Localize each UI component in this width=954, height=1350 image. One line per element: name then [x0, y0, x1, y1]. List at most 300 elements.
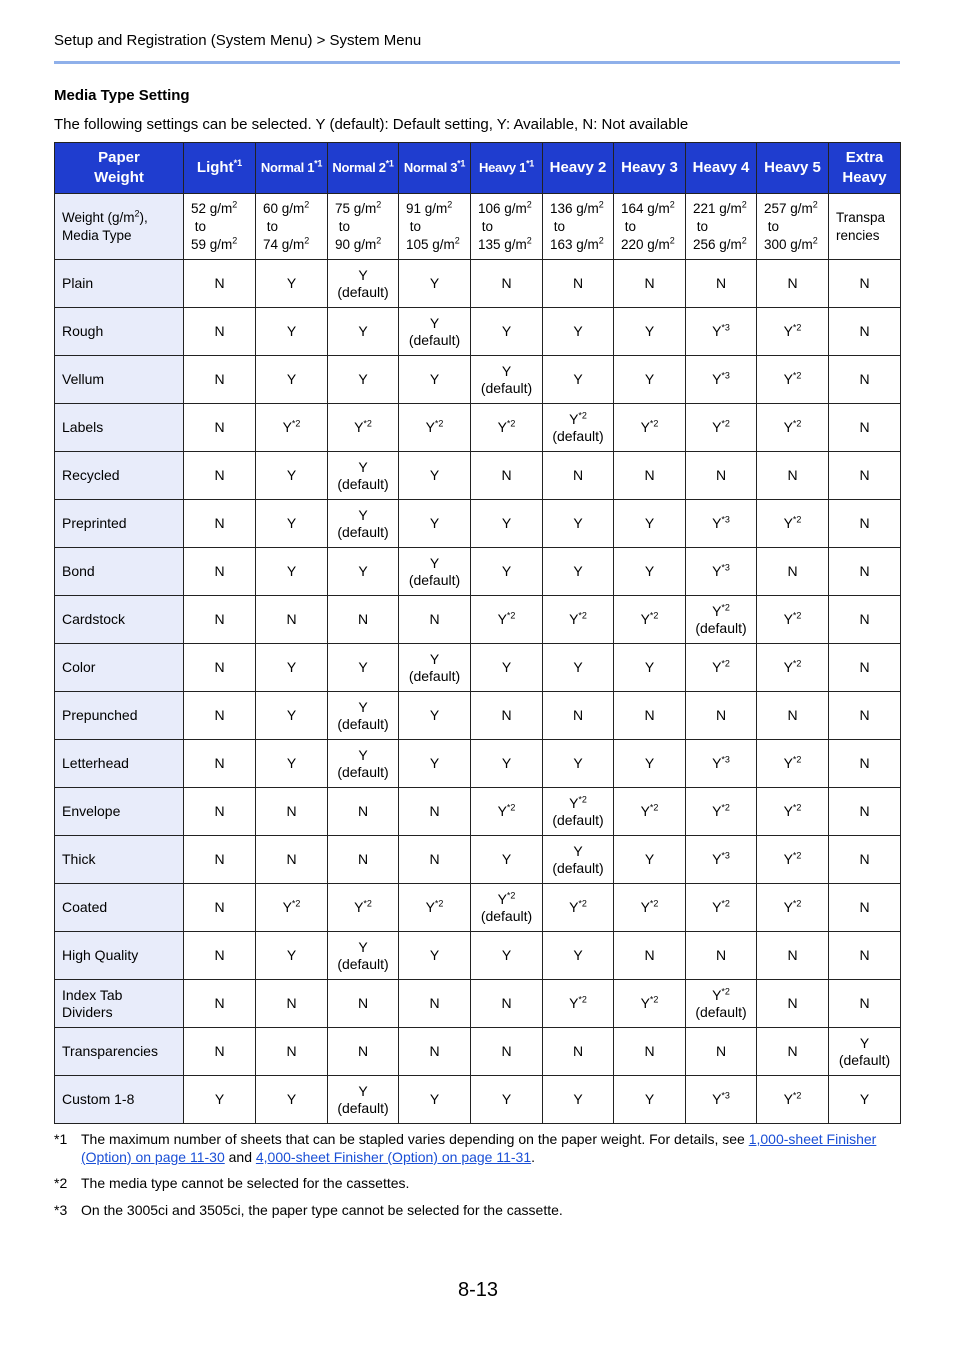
- weight-text: 74 g/m: [263, 236, 305, 252]
- cell-letter: N: [787, 467, 798, 483]
- table-cell: [543, 644, 614, 692]
- cell-value: [686, 371, 756, 388]
- row-header-label: High Quality: [62, 947, 139, 963]
- table-cell: [471, 836, 543, 884]
- table-cell: [256, 884, 328, 932]
- row-header: [55, 980, 184, 1028]
- table-row: [55, 596, 901, 644]
- footnote-ref: *2: [792, 418, 802, 429]
- cell-letter: N: [214, 419, 225, 435]
- cell-letter: N: [715, 707, 727, 723]
- weight-cell: [471, 194, 543, 260]
- cell-value: [543, 275, 613, 292]
- cell-letter: N: [357, 1043, 369, 1059]
- table-cell: [543, 740, 614, 788]
- table-cell: [399, 692, 471, 740]
- table-cell: [399, 980, 471, 1028]
- cell-letter: N: [357, 995, 369, 1011]
- footnote-ref: *2: [291, 898, 301, 909]
- cell-value: [829, 899, 900, 916]
- cell-value: [757, 419, 828, 436]
- cell-value: [328, 563, 398, 580]
- row-header: [55, 788, 184, 836]
- cell-letter: N: [429, 1043, 440, 1059]
- cell-letter: Y: [429, 1091, 440, 1107]
- cell-value: [757, 563, 828, 580]
- column-header-label: Normal 3: [403, 160, 458, 175]
- cell-letter: N: [859, 515, 870, 531]
- cell-value: [184, 803, 255, 820]
- table-cell: [686, 308, 757, 356]
- table-cell: [614, 932, 686, 980]
- row-header: [55, 452, 184, 500]
- cell-letter: Y: [573, 371, 583, 387]
- column-header: [686, 143, 757, 194]
- cell-letter: N: [501, 467, 512, 483]
- cell-letter: Y: [429, 515, 440, 531]
- table-cell: [757, 452, 829, 500]
- table-cell: [399, 788, 471, 836]
- unit-exponent: 2: [669, 199, 675, 209]
- cell-value: [328, 939, 398, 956]
- cell-letter: N: [859, 419, 870, 435]
- cell-value: [256, 1043, 327, 1060]
- row-header-label: Color: [62, 659, 96, 675]
- footnote-ref: *2: [721, 898, 730, 909]
- table-cell: [686, 596, 757, 644]
- footnote-ref: *2: [792, 1090, 802, 1101]
- cell-letter: Y: [358, 506, 368, 523]
- cell-letter: N: [501, 1043, 512, 1059]
- column-header-label: Heavy 3: [621, 159, 678, 176]
- weight-text: 136 g/m: [550, 200, 599, 216]
- cell-value: [399, 467, 470, 484]
- cell-value: [686, 563, 756, 580]
- cell-value: [256, 563, 327, 580]
- cell-letter: Y: [286, 515, 297, 531]
- table-cell: [543, 788, 614, 836]
- cell-value: [256, 323, 327, 340]
- cell-value: [399, 899, 470, 916]
- footnote-ref: *2: [649, 898, 659, 909]
- row-header-label: Rough: [62, 323, 104, 339]
- cell-letter: Y: [358, 458, 368, 475]
- default-label: (default): [337, 475, 389, 492]
- default-label: (default): [480, 379, 533, 396]
- cell-letter: N: [859, 755, 870, 771]
- footnote-ref: *2: [649, 994, 659, 1005]
- cell-value: [757, 899, 828, 916]
- table-cell: [184, 836, 256, 884]
- cell-letter: N: [214, 899, 225, 915]
- cell-value: [399, 707, 470, 724]
- table-cell: [256, 500, 328, 548]
- table-row: [55, 692, 901, 740]
- weight-cell: [614, 194, 686, 260]
- table-cell: [614, 836, 686, 884]
- cell-letter: Y: [358, 323, 368, 339]
- table-cell: [471, 1028, 543, 1076]
- table-cell: [256, 404, 328, 452]
- cell-value: [256, 419, 327, 436]
- footnote-text: [81, 1130, 901, 1166]
- table-cell: [256, 596, 328, 644]
- cell-letter: Y: [783, 611, 793, 627]
- cell-value: [543, 563, 613, 580]
- unit-exponent: 2: [741, 199, 747, 209]
- cell-letter: Y: [286, 323, 297, 339]
- cell-value: [757, 995, 828, 1012]
- cell-letter: Y: [358, 266, 368, 283]
- row-header-label: Index Tab: [62, 986, 123, 1003]
- row-header: [55, 194, 184, 260]
- cell-value: [256, 995, 327, 1012]
- cell-value: [184, 755, 255, 772]
- footnote-ref: *3: [721, 850, 730, 861]
- cell-value: [543, 899, 613, 916]
- table-cell: [471, 356, 543, 404]
- cell-letter: Y: [712, 755, 722, 771]
- table-cell: [471, 500, 543, 548]
- table-cell: [399, 644, 471, 692]
- table-cell: [471, 596, 543, 644]
- cell-letter: N: [644, 947, 655, 963]
- footnote-ref: *1: [233, 158, 243, 168]
- weight-text: to: [406, 218, 422, 234]
- weight-cell: [543, 194, 614, 260]
- weight-text: to: [550, 218, 566, 234]
- cell-value: [757, 515, 828, 532]
- cell-letter: N: [859, 803, 870, 819]
- cell-value: [829, 947, 900, 964]
- table-cell: [399, 548, 471, 596]
- footnote-ref: *2: [578, 409, 587, 420]
- cell-letter: N: [644, 1043, 655, 1059]
- cell-value: [614, 1091, 685, 1108]
- footnote-ref: *3: [721, 514, 730, 525]
- cell-letter: Y: [282, 899, 292, 915]
- table-cell: [757, 644, 829, 692]
- footnote-ref: *2: [506, 610, 516, 621]
- default-label: (default): [838, 1051, 891, 1068]
- row-header: [55, 836, 184, 884]
- cell-letter: N: [357, 611, 369, 627]
- cell-letter: N: [859, 947, 870, 963]
- cell-value: [471, 275, 542, 292]
- cell-letter: Y: [501, 323, 512, 339]
- cell-letter: Y: [712, 563, 722, 579]
- cell-letter: Y: [783, 515, 793, 531]
- cell-letter: Y: [712, 659, 722, 675]
- table-cell: [328, 500, 399, 548]
- table-cell: [614, 596, 686, 644]
- column-header: [543, 143, 614, 194]
- column-header: [614, 143, 686, 194]
- cell-letter: Y: [783, 323, 793, 339]
- cell-value: [829, 563, 900, 580]
- cell-value: [757, 611, 828, 628]
- default-label: (default): [408, 571, 461, 588]
- footnote-ref: *2: [792, 802, 802, 813]
- finisher-1000-link[interactable]: 1,000-sheet Finisher (Option) on page 11-30: [81, 1131, 877, 1165]
- cell-value: [686, 419, 756, 436]
- default-label: (default): [337, 1099, 389, 1116]
- table-cell: [184, 308, 256, 356]
- footnote-ref: *2: [792, 322, 802, 333]
- table-cell: [256, 740, 328, 788]
- table-cell: [256, 1076, 328, 1124]
- cell-letter: N: [644, 707, 655, 723]
- column-header-label: Heavy: [842, 169, 887, 186]
- cell-value: [471, 659, 542, 676]
- table-cell: [686, 1076, 757, 1124]
- cell-value: [256, 275, 327, 292]
- cell-letter: Y: [640, 611, 650, 627]
- cell-value: [614, 899, 685, 916]
- cell-value: [543, 995, 613, 1012]
- table-cell: [256, 1028, 328, 1076]
- cell-value: [328, 507, 398, 524]
- cell-letter: N: [572, 707, 584, 723]
- table-cell: [614, 500, 686, 548]
- table-cell: [686, 836, 757, 884]
- cell-letter: Y: [354, 419, 364, 435]
- cell-value: [686, 899, 756, 916]
- table-cell: [399, 1028, 471, 1076]
- cell-value: [328, 699, 398, 716]
- row-header: [55, 548, 184, 596]
- weight-cell: [184, 194, 256, 260]
- table-cell: [614, 452, 686, 500]
- table-cell: [256, 644, 328, 692]
- cell-value: [399, 315, 470, 332]
- cell-value: [256, 899, 327, 916]
- cell-letter: Y: [712, 419, 722, 435]
- cell-letter: N: [214, 563, 225, 579]
- cell-value: [829, 707, 900, 724]
- cell-letter: Y: [501, 515, 512, 531]
- table-cell: [614, 1076, 686, 1124]
- cell-value: [256, 947, 327, 964]
- weight-row: [55, 194, 901, 260]
- row-header-label: Transparencies: [62, 1043, 158, 1059]
- weight-cell: [686, 194, 757, 260]
- cell-letter: N: [787, 947, 798, 963]
- weight-cell: [757, 194, 829, 260]
- table-cell: [471, 932, 543, 980]
- cell-letter: N: [214, 947, 225, 963]
- footnote-ref: *1: [457, 158, 466, 169]
- cell-value: [328, 995, 398, 1012]
- cell-value: [829, 515, 900, 532]
- table-cell: [328, 836, 399, 884]
- cell-value: [399, 611, 470, 628]
- cell-value: [614, 755, 685, 772]
- table-cell: [328, 788, 399, 836]
- cell-letter: N: [214, 611, 225, 627]
- table-cell: [757, 404, 829, 452]
- cell-value: [399, 371, 470, 388]
- cell-letter: Y: [640, 419, 650, 435]
- cell-letter: N: [214, 275, 225, 291]
- cell-letter: N: [357, 851, 369, 867]
- default-label: (default): [337, 955, 389, 972]
- weight-cell: [256, 194, 328, 260]
- cell-value: [399, 947, 470, 964]
- cell-letter: Y: [429, 275, 440, 291]
- cell-value: [184, 275, 255, 292]
- footnote-ref: *2: [792, 514, 802, 525]
- table-row: [55, 788, 901, 836]
- cell-value: [829, 467, 900, 484]
- row-header-label: Media Type: [62, 227, 132, 243]
- cell-value: [829, 275, 900, 292]
- table-cell: [543, 596, 614, 644]
- cell-letter: Y: [712, 323, 722, 339]
- cell-value: [543, 755, 613, 772]
- cell-letter: N: [787, 1043, 798, 1059]
- cell-letter: Y: [429, 650, 440, 667]
- footnote-ref: *2: [792, 610, 802, 621]
- table-cell: [471, 788, 543, 836]
- cell-letter: N: [859, 371, 870, 387]
- table-cell: [256, 356, 328, 404]
- table-cell: [757, 260, 829, 308]
- cell-value: [686, 515, 756, 532]
- cell-value: [471, 419, 542, 436]
- unit-exponent: 2: [598, 235, 604, 245]
- table-cell: [399, 740, 471, 788]
- cell-letter: N: [859, 611, 870, 627]
- cell-value: [829, 851, 900, 868]
- cell-value: [829, 371, 900, 388]
- row-header-label: Plain: [62, 275, 94, 291]
- cell-letter: Y: [783, 371, 793, 387]
- table-cell: [328, 404, 399, 452]
- table-cell: [543, 980, 614, 1028]
- table-cell: [328, 1028, 399, 1076]
- table-cell: [686, 1028, 757, 1076]
- cell-value: [184, 419, 255, 436]
- cell-value: [757, 851, 828, 868]
- table-row: [55, 644, 901, 692]
- table-row: [55, 932, 901, 980]
- cell-value: [256, 755, 327, 772]
- column-header-label: Normal 2: [332, 160, 386, 175]
- cell-value: [256, 659, 327, 676]
- cell-letter: N: [501, 707, 512, 723]
- table-cell: [686, 740, 757, 788]
- cell-value: [184, 611, 255, 628]
- row-header-label: Weight (g/m: [62, 209, 135, 225]
- cell-letter: Y: [573, 1091, 583, 1107]
- cell-letter: N: [859, 467, 870, 483]
- row-header-label: Preprinted: [62, 515, 127, 531]
- row-header: [55, 500, 184, 548]
- cell-letter: Y: [859, 1091, 870, 1107]
- cell-value: [256, 1091, 327, 1108]
- row-header-label: Vellum: [62, 371, 105, 387]
- cell-letter: Y: [859, 1034, 870, 1051]
- cell-value: [614, 611, 685, 628]
- table-cell: [614, 404, 686, 452]
- table-cell: [614, 884, 686, 932]
- cell-value: [686, 707, 756, 724]
- table-cell: [543, 1028, 614, 1076]
- cell-letter: Y: [214, 1091, 225, 1107]
- cell-letter: Y: [501, 362, 512, 379]
- weight-text: to: [478, 218, 494, 234]
- cell-letter: N: [859, 659, 870, 675]
- table-cell: [614, 980, 686, 1028]
- weight-text: 164 g/m: [621, 200, 670, 216]
- footnote-ref: *1: [314, 158, 323, 169]
- cell-value: [614, 371, 685, 388]
- finisher-4000-link[interactable]: 4,000-sheet Finisher (Option) on page 11-31: [255, 1149, 532, 1165]
- table-cell: [829, 788, 901, 836]
- cell-value: [614, 995, 685, 1012]
- cell-value: [328, 611, 398, 628]
- table-cell: [757, 692, 829, 740]
- cell-letter: Y: [497, 611, 507, 627]
- table-cell: [614, 788, 686, 836]
- table-cell: [829, 500, 901, 548]
- cell-value: [184, 851, 255, 868]
- cell-letter: Y: [286, 275, 297, 291]
- row-header-label: Recycled: [62, 467, 120, 483]
- cell-letter: Y: [569, 899, 579, 915]
- unit-exponent: 2: [598, 199, 604, 209]
- table-cell: [686, 932, 757, 980]
- table-cell: [471, 308, 543, 356]
- weight-text: 91 g/m: [406, 200, 448, 216]
- cell-letter: Y: [358, 371, 368, 387]
- cell-value: [471, 891, 542, 908]
- cell-value: [328, 851, 398, 868]
- footnote-ref: *2: [721, 985, 730, 996]
- table-cell: [256, 308, 328, 356]
- table-cell: [686, 356, 757, 404]
- table-cell: [829, 1028, 901, 1076]
- weight-text: 135 g/m: [478, 236, 527, 252]
- table-cell: [686, 788, 757, 836]
- cell-letter: Y: [501, 659, 512, 675]
- column-header: [328, 143, 399, 194]
- cell-value: [614, 659, 685, 676]
- cell-value: [399, 275, 470, 292]
- footnote-ref: *3: [721, 370, 730, 381]
- cell-letter: Y: [640, 995, 650, 1011]
- table-cell: [184, 404, 256, 452]
- weight-text: rencies: [836, 227, 880, 243]
- row-header-label: Coated: [62, 899, 108, 915]
- cell-letter: N: [644, 467, 655, 483]
- weight-text: to: [764, 218, 780, 234]
- default-label: (default): [552, 427, 604, 444]
- cell-letter: Y: [569, 995, 579, 1011]
- cell-value: [184, 947, 255, 964]
- default-label: (default): [337, 763, 389, 780]
- cell-letter: N: [501, 275, 512, 291]
- table-cell: [757, 596, 829, 644]
- cell-letter: Y: [569, 611, 579, 627]
- cell-letter: Y: [497, 890, 507, 907]
- cell-value: [757, 1091, 828, 1108]
- cell-letter: Y: [644, 371, 655, 387]
- cell-letter: N: [214, 755, 225, 771]
- row-header: [55, 932, 184, 980]
- cell-value: [614, 1043, 685, 1060]
